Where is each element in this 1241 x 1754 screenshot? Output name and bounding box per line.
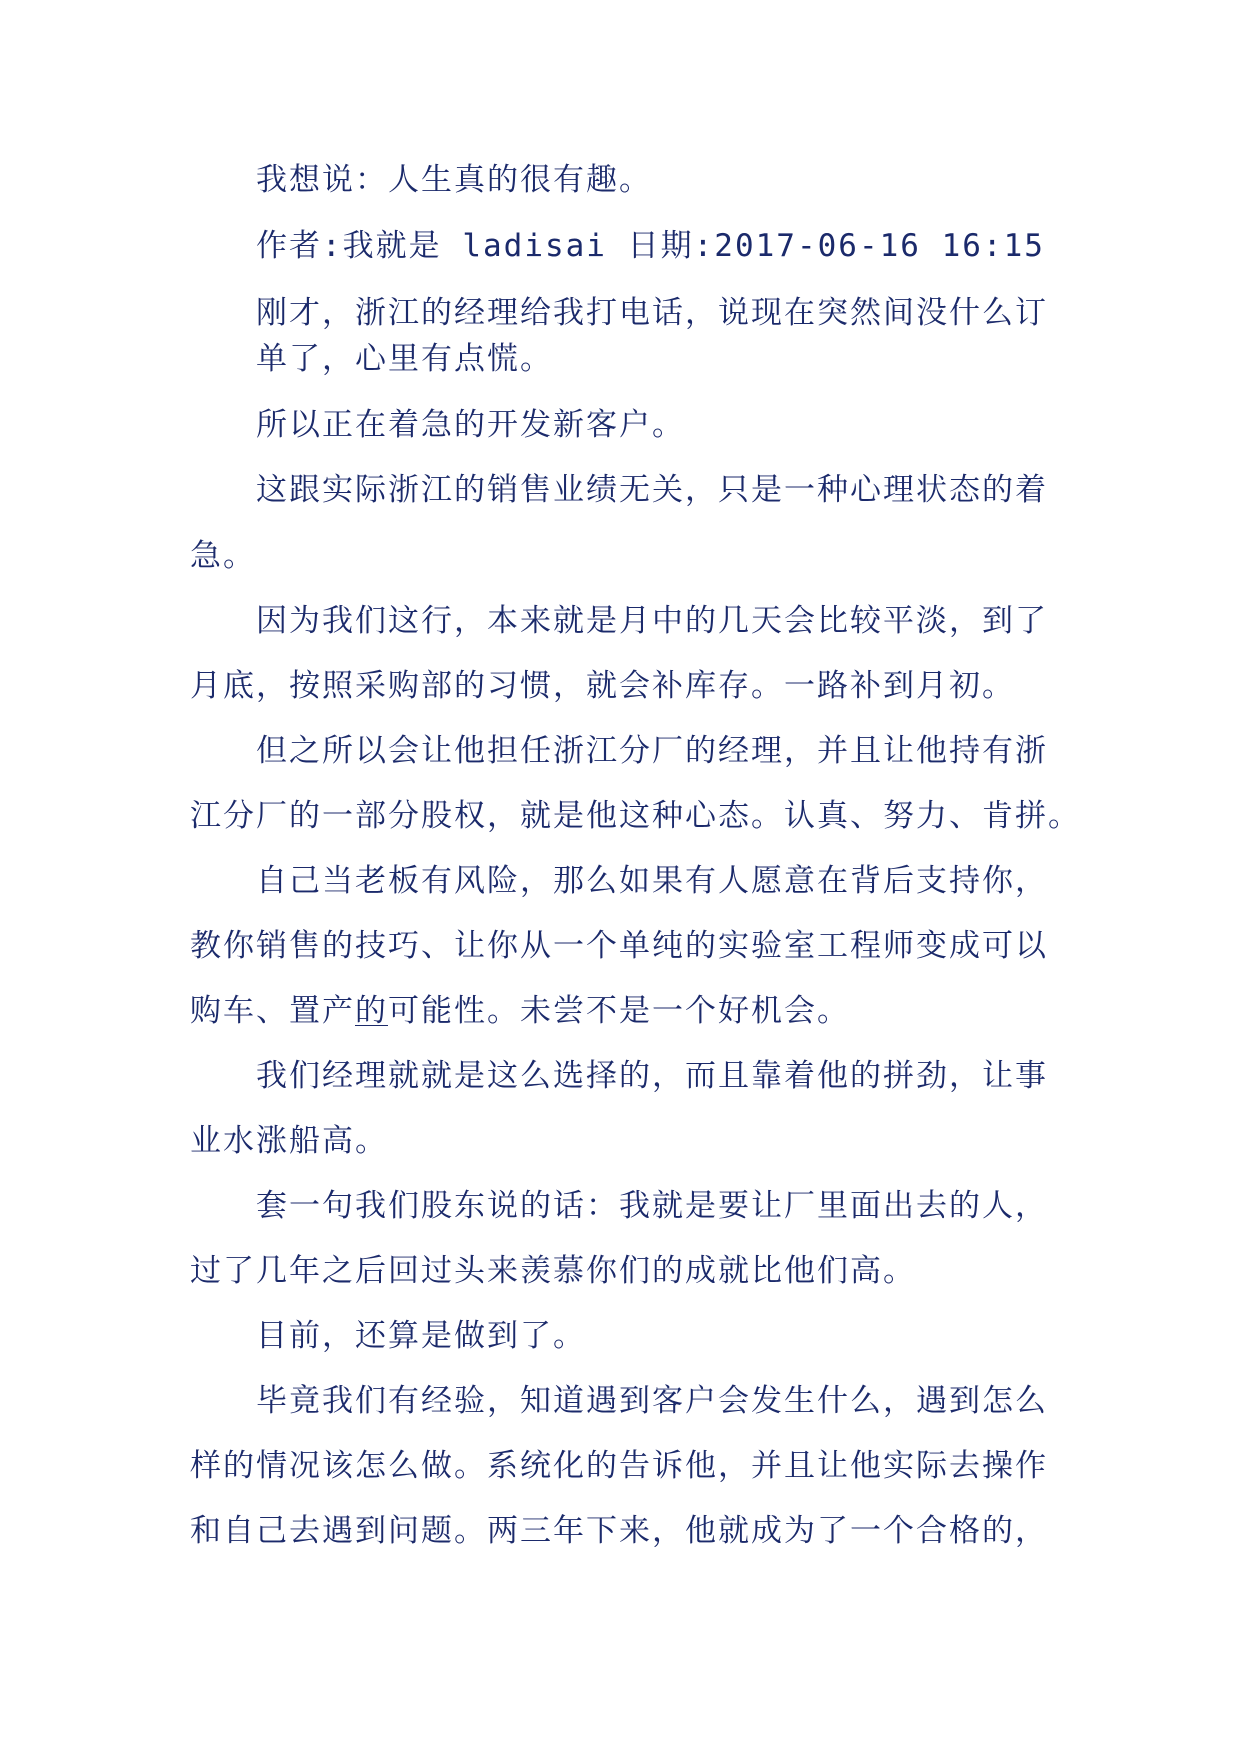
paragraph-line: 套一句我们股东说的话：我就是要让厂里面出去的人， [256,1188,1048,1224]
paragraph-line: 过了几年之后回过头来羡慕你们的成就比他们高。 [190,1253,916,1289]
paragraph-line: 急。 [190,538,256,574]
paragraph-line: 因为我们这行，本来就是月中的几天会比较平淡，到了 [256,603,1048,639]
paragraph-line: 我想说：人生真的很有趣。 [256,162,652,198]
text-run: 购车、置产 [190,993,355,1029]
paragraph-line: 自己当老板有风险，那么如果有人愿意在背后支持你， [256,863,1048,899]
paragraph-line: 教你销售的技巧、让你从一个单纯的实验室工程师变成可以 [190,928,1048,964]
paragraph-line: 这跟实际浙江的销售业绩无关，只是一种心理状态的着 [256,472,1048,508]
underlined-text: 的 [355,993,388,1029]
text-run: 可能性。未尝不是一个好机会。 [388,993,850,1029]
author-date-line: 作者:我就是 ladisai 日期:2017-06-16 16:15 [256,228,1045,264]
paragraph-line: 所以正在着急的开发新客户。 [256,407,685,443]
paragraph-line: 我们经理就就是这么选择的，而且靠着他的拼劲，让事 [256,1058,1048,1094]
paragraph-line: 和自己去遇到问题。两三年下来，他就成为了一个合格的， [190,1513,1048,1549]
paragraph-line: 目前，还算是做到了。 [256,1318,586,1354]
paragraph-line [190,993,850,1029]
paragraph-line: 刚才，浙江的经理给我打电话，说现在突然间没什么订 [256,295,1048,331]
paragraph-line: 样的情况该怎么做。系统化的告诉他，并且让他实际去操作 [190,1448,1048,1484]
paragraph-line: 但之所以会让他担任浙江分厂的经理，并且让他持有浙 [256,733,1048,769]
paragraph-line: 单了，心里有点慌。 [256,341,553,377]
paragraph-line: 业水涨船高。 [190,1123,388,1159]
paragraph-line: 江分厂的一部分股权，就是他这种心态。认真、努力、肯拼。 [190,798,1081,834]
paragraph-line: 月底，按照采购部的习惯，就会补库存。一路补到月初。 [190,668,1015,704]
paragraph-line: 毕竟我们有经验，知道遇到客户会发生什么，遇到怎么 [256,1383,1048,1419]
